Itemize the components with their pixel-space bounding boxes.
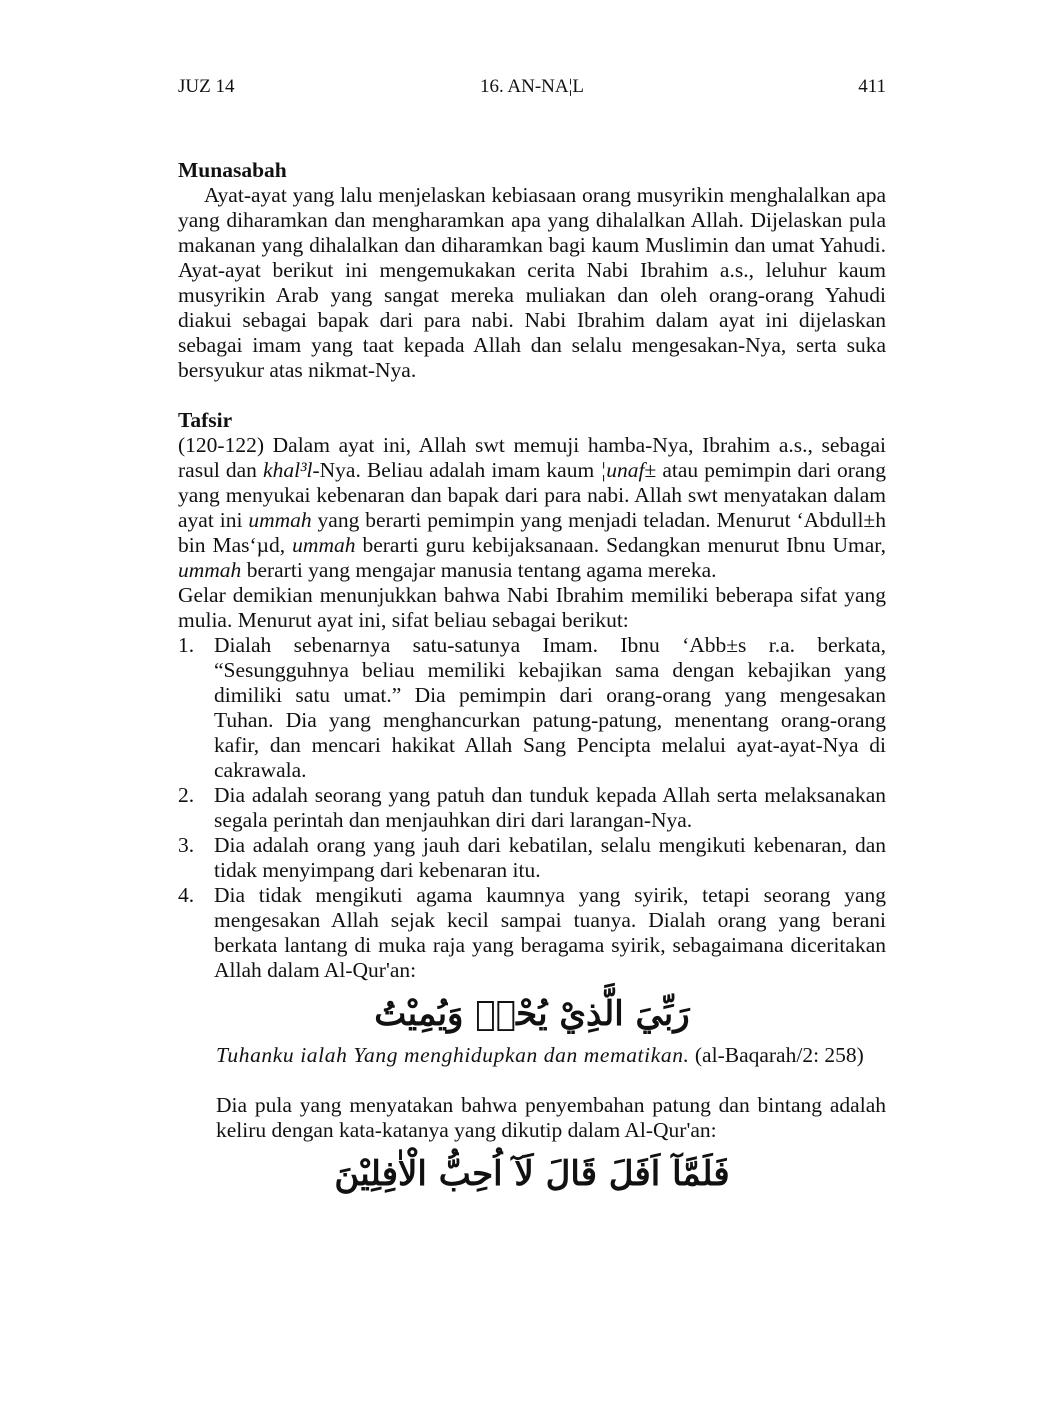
page-header — [178, 76, 886, 102]
arabic-verse-2: فَلَمَّآ اَفَلَ قَالَ لَآ اُحِبُّ الْاٰفِلِيْنَ — [334, 1154, 730, 1194]
juz-label: JUZ 14 — [178, 76, 235, 97]
tafsir-paragraph-3: Dia pula yang menyatakan bahwa penyembahan patung dan bintang adalah keliru dengan kata-katanya yang dikutip dalam Al-Qur'an: — [216, 1093, 886, 1142]
tafsir-paragraph-1: (120-122) Dalam ayat ini, Allah swt memuji hamba-Nya, Ibrahim a.s., sebagai rasul dan khal³l-Nya. Beliau adalah imam kaum ¦unaf± atau pemimpin dari orang yang menyukai kebenaran dan bapak dari para nabi. Allah swt menyatakan dalam ayat ini ummah yang berarti pemimpin yang menjadi teladan. Menurut ‘Abdull±h bin Mas‘µd, ummah berarti guru kebijaksanaan. Sedangkan menurut Ibnu Umar, ummah berarti yang mengajar manusia tentang agama mereka. — [178, 433, 887, 582]
verse-translation-1: Tuhanku ialah Yang menghidupkan dan mematikan. (al-Baqarah/2: 258) — [216, 1043, 864, 1067]
tafsir-heading: Tafsir — [178, 408, 233, 432]
munasabah-paragraph: Ayat-ayat yang lalu menjelaskan kebiasaan orang musyrikin menghalalkan apa yang diharamkan dan mengharamkan apa yang dihalalkan Allah. Dijelaskan pula makanan yang dihalalkan dan diharamkan bagi kaum Muslimin dan umat Yahudi. Ayat-ayat berikut ini mengemukakan cerita Nabi Ibrahim a.s., leluhur kaum musyrikin Arab yang sangat mereka muliakan dan oleh orang-orang Yahudi diakui sebagai bapak dari para nabi. Nabi Ibrahim dalam ayat ini dijelaskan sebagai imam yang taat kepada Allah dan selalu mengesakan-Nya, serta suka bersyukur atas nikmat-Nya. — [178, 183, 886, 382]
arabic-verse-1: رَبِّيَ الَّذِيْ يُحْيٖ وَيُمِيْتُ — [374, 994, 690, 1034]
list-item: 2. Dia adalah seorang yang patuh dan tunduk kepada Allah serta melaksanakan segala perintah dan menjauhkan diri dari larangan-Nya. — [178, 783, 886, 832]
page-number: 411 — [858, 76, 886, 97]
list-item: 3. Dia adalah orang yang jauh dari kebatilan, selalu mengikuti kebenaran, dan tidak menyimpang dari kebenaran itu. — [178, 833, 886, 882]
page-body — [178, 158, 886, 1203]
munasabah-heading: Munasabah — [178, 158, 287, 182]
list-item: 4. Dia tidak mengikuti agama kaumnya yang syirik, tetapi seorang yang mengesakan Allah sejak kecil sampai tuanya. Dialah orang yang berani berkata lantang di muka raja yang beragama syirik, sebagaimana diceritakan Allah dalam Al-Qur'an: — [178, 883, 886, 982]
surah-title: 16. AN-NA¦L — [479, 76, 585, 97]
traits-list — [168, 633, 886, 983]
tafsir-paragraph-2: Gelar demikian menunjukkan bahwa Nabi Ibrahim memiliki beberapa sifat yang mulia. Menurut ayat ini, sifat beliau sebagai berikut: — [178, 583, 886, 632]
list-item: 1. Dialah sebenarnya satu-satunya Imam. Ibnu ‘Abb±s r.a. berkata, “Sesungguhnya beliau memiliki kebajikan sama dengan kebajikan yang dimiliki satu umat.” Dia pemimpin dari orang-orang yang mengesakan Tuhan. Dia yang menghancurkan patung-patung, menentang orang-orang kafir, dan mencari hakikat Allah Sang Pencipta melalui ayat-ayat-Nya di cakrawala. — [178, 633, 886, 782]
